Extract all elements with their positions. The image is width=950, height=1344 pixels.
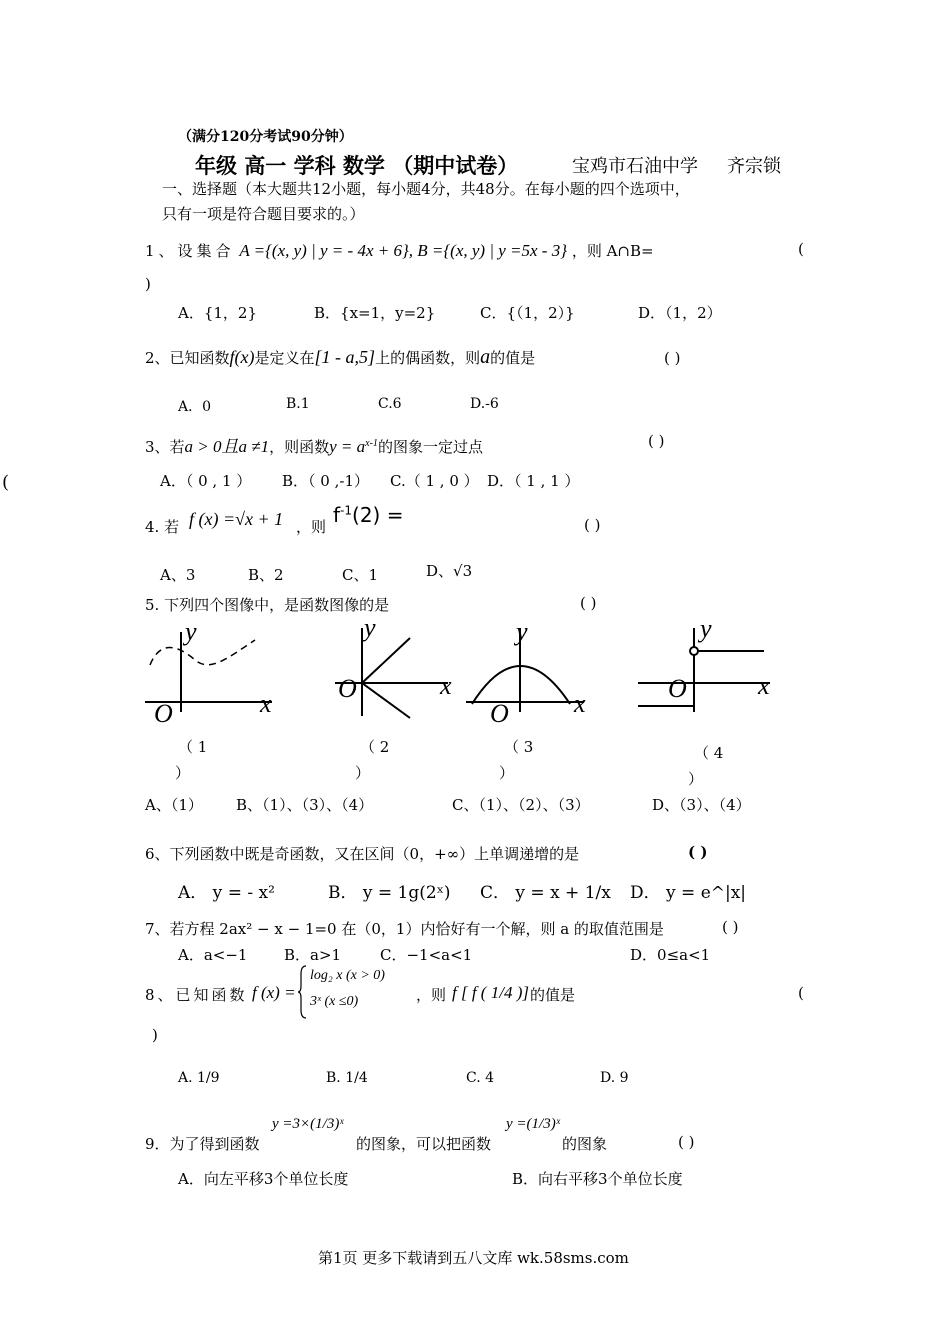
q8-expr: f [ f ( 1/4 )]	[452, 983, 529, 1002]
q3-prefix: 3、若	[145, 438, 185, 456]
q4-inv-exp: -1	[340, 503, 353, 518]
graph4-label-top: （ 4	[694, 744, 724, 762]
graph3-origin: O	[490, 699, 509, 728]
q2-option-c[interactable]: C.6	[378, 396, 402, 412]
q3-suffix: 的图象一定过点	[377, 438, 483, 456]
q8-case2: 3ˣ (x ≤0)	[310, 994, 359, 1009]
q3-mid: ，则函数	[269, 438, 330, 456]
q5-option-a[interactable]: A、（1）	[145, 796, 203, 814]
q6-option-c[interactable]: C． y = x + 1/x	[480, 883, 611, 903]
graph2-ray-down	[362, 683, 410, 718]
q4-inv-arg: (2) =	[352, 503, 404, 527]
q4-inv-f: f	[333, 503, 341, 527]
q7-paren: ( )	[722, 918, 739, 936]
q1-paren-close: )	[145, 275, 151, 293]
q4-option-a[interactable]: A、3	[160, 566, 196, 584]
q2-suffix: 上的偶函数，则	[375, 349, 481, 367]
exam-title: 年级 高一 学科 数学 （期中试卷）	[195, 153, 519, 178]
q2-a: a	[480, 346, 491, 368]
graph2-label-top: （ 2	[360, 738, 390, 756]
q9-option-a[interactable]: A．向左平移3个单位长度	[178, 1170, 349, 1188]
q5-option-b[interactable]: B、（1）、（3）、（4）	[236, 796, 374, 814]
q1-suffix: ，则 A∩B=	[571, 242, 654, 260]
q9-prefix: 9．为了得到函数	[145, 1135, 260, 1153]
graph1-label-top: （ 1	[178, 738, 208, 756]
q2-end: 的值是	[490, 349, 536, 367]
q3-func: y = a	[329, 437, 366, 456]
q9-paren: ( )	[678, 1133, 695, 1151]
q9-mid: 的图象，可以把函数	[356, 1135, 492, 1153]
q4-paren: ( )	[584, 516, 601, 534]
section-intro-line1: 一、选择题（本大题共12小题，每小题4分，共48分。在每小题的四个选项中，	[162, 180, 690, 198]
q4-prefix: 4. 若	[145, 518, 180, 536]
graph4-x-label: x	[758, 671, 770, 700]
q2-option-a[interactable]: A．0	[178, 399, 212, 415]
graph1-curve	[150, 640, 255, 665]
q4-option-b[interactable]: B、2	[248, 566, 284, 584]
q8-fx: f (x) =	[252, 983, 296, 1002]
q6-paren: ( )	[688, 843, 708, 861]
graph1-origin: O	[154, 699, 173, 728]
exam-note: （满分120分考试90分钟）	[178, 129, 353, 145]
q2-prefix: 2、已知函数	[145, 349, 230, 367]
page-footer: 第1页 更多下载请到五八文库 wk.58sms.com	[318, 1249, 629, 1267]
q3-option-b[interactable]: B．（ 0 ,-1）	[282, 472, 369, 490]
teacher-name: 齐宗锁	[727, 156, 781, 177]
q8-paren-open: (	[798, 984, 804, 1002]
q8-case1: log₂ x (x > 0)	[310, 968, 385, 983]
q2-interval: [1 - a,5]	[314, 347, 376, 367]
q3-option-d[interactable]: D．（ 1 , 1 ）	[487, 472, 580, 490]
q4-option-d[interactable]: D、√3	[426, 562, 473, 580]
graph4-open-dot	[690, 647, 698, 655]
margin-mark: (	[2, 472, 10, 493]
q8-option-a[interactable]: A. 1/9	[178, 1070, 220, 1086]
q3-paren: ( )	[648, 432, 665, 450]
graph1-label-bottom: ）	[175, 764, 191, 782]
q9-option-b[interactable]: B．向右平移3个单位长度	[512, 1170, 683, 1188]
graph2-origin: O	[338, 674, 357, 703]
q1-paren-open: (	[798, 240, 804, 258]
q5-option-d[interactable]: D、（3）、（4）	[652, 796, 751, 814]
q3-cond: a > 0且a ≠1	[184, 437, 270, 456]
q3-option-a[interactable]: A．（ 0 , 1 ）	[160, 472, 252, 490]
q7-stem: 7、若方程 2ax² − x − 1=0 在（0，1）内恰好有一个解，则 a 的取值范围是	[145, 920, 664, 938]
q1-prefix: 1、设集合	[145, 242, 235, 260]
q9-suffix: 的图象	[562, 1135, 608, 1153]
q6-option-d[interactable]: D． y = e^|x|	[630, 883, 747, 903]
graph2-label-bottom: ）	[355, 764, 371, 782]
q3-option-c[interactable]: C.（ 1 , 0 ）	[390, 472, 479, 490]
graph1-y-label: y	[185, 617, 197, 646]
graph1-x-label: x	[260, 689, 272, 718]
q4-option-c[interactable]: C、1	[342, 566, 379, 584]
q4-mid: ，则	[296, 518, 327, 536]
q9-func1: y =3×(1/3)ˣ	[272, 1116, 344, 1132]
q5-stem: 5. 下列四个图像中，是函数图像的是	[145, 596, 390, 614]
q1-option-d[interactable]: D．（1，2）	[638, 304, 722, 322]
graph3-label-top: （ 3	[504, 738, 534, 756]
q8-option-d[interactable]: D. 9	[600, 1070, 629, 1086]
graph2-ray-up	[362, 638, 410, 683]
q1-option-c[interactable]: C．{（1，2）}	[480, 304, 575, 322]
graph3-label-bottom: ）	[499, 764, 515, 782]
section-intro-line2: 只有一项是符合题目要求的。）	[162, 205, 365, 223]
graph3-y-label: y	[516, 617, 528, 646]
graph2-y-label: y	[364, 613, 376, 642]
q1-option-a[interactable]: A．{1，2}	[178, 304, 258, 322]
q6-stem: 6、下列函数中既是奇函数，又在区间（0，+∞）上单调递增的是	[145, 845, 580, 863]
q8-mid: ，则	[416, 986, 447, 1004]
q4-func: f (x) =√x + 1	[189, 509, 284, 529]
q8-paren-close: )	[152, 1026, 158, 1044]
q5-option-c[interactable]: C、（1）、（2）、（3）	[452, 796, 590, 814]
q7-option-c[interactable]: C．−1<a<1	[380, 946, 473, 964]
q9-func2: y =(1/3)ˣ	[506, 1116, 560, 1132]
q2-option-d[interactable]: D.-6	[470, 396, 499, 412]
graph4-label-bottom: ）	[688, 770, 704, 788]
q8-prefix: 8、已知函数	[145, 986, 248, 1004]
q6-option-a[interactable]: A． y = - x²	[178, 883, 275, 903]
q1-option-b[interactable]: B．{x=1，y=2}	[314, 304, 436, 322]
q6-option-b[interactable]: B． y = 1g(2ˣ)	[328, 883, 451, 903]
q8-brace	[298, 964, 308, 1020]
graph2-x-label: x	[440, 671, 452, 700]
q2-paren: ( )	[664, 349, 681, 367]
q8-option-c[interactable]: C. 4	[466, 1070, 495, 1086]
q2-mid: 是定义在	[254, 349, 315, 367]
q8-suffix: 的值是	[530, 986, 576, 1004]
school-name: 宝鸡市石油中学	[572, 156, 698, 177]
q7-option-d[interactable]: D．0≤a<1	[630, 946, 711, 964]
q2-option-b[interactable]: B.1	[286, 396, 310, 412]
graph4-origin: O	[668, 674, 687, 703]
graph3-x-label: x	[574, 689, 586, 718]
q1-formula: A ={(x, y) | y = - 4x + 6}, B ={(x, y) | y =5x - 3}	[239, 241, 568, 260]
q7-option-b[interactable]: B．a>1	[284, 946, 342, 964]
q8-option-b[interactable]: B. 1/4	[326, 1070, 368, 1086]
graph4-y-label: y	[700, 614, 712, 643]
q3-exp: x-1	[365, 438, 378, 449]
q5-paren: ( )	[580, 594, 597, 612]
q2-fx: f(x)	[229, 347, 255, 367]
q7-option-a[interactable]: A．a<−1	[178, 946, 248, 964]
